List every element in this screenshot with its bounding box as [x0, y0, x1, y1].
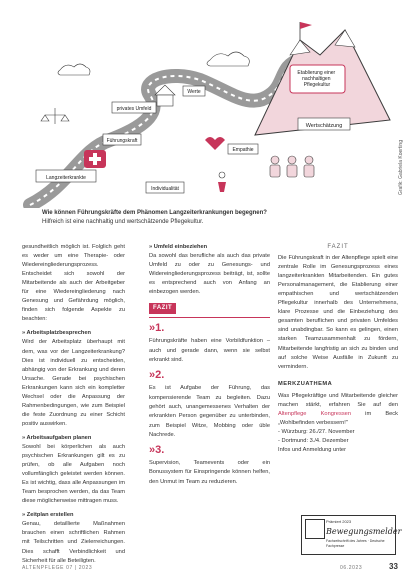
merk-text-pre: Was Pflegekräftige und Mitarbeitende gleicher machen stärkt, erfahren Sie auf den — [278, 392, 398, 408]
kongress-link[interactable]: Altenpflege Kongressen — [278, 410, 351, 417]
label-wertschaetzung: Wertschätzung — [305, 123, 343, 129]
figure-caption — [42, 209, 362, 227]
date-dortmund: - Dortmund: 3./4. Dezember — [278, 437, 349, 444]
fazit-item-1: Führungskräfte haben eine Vorbildfunktion – auch und gerade dann, wenn sie selbst erkrankt sind. — [149, 338, 270, 363]
label-empathie: Empathie — [232, 147, 254, 153]
fazit-tag: FAZIT — [149, 303, 176, 314]
label-fuehrungskraft: Führungskraft — [106, 138, 138, 144]
fazit-number-3: »3. — [149, 444, 165, 457]
col1-paragraph-1: Wird der Arbeitsplatz überhaupt mit dem, was vor der Langzeiterkrankung? Dies ist individuell zu entscheiden, abhängig von der Erkrankung und deren Ursache. Gerade bei psychischen Erkrankungen kann sich ein kompletter Wechsel oder die Anpassung der Rahmenbedingungen, wie zum Beispiel die feste Zuordnung zu einer Schicht positiv auswirken. — [22, 339, 125, 427]
label-pflegekultur-line2: nachhaltigen — [302, 76, 331, 82]
label-individualitaet: Individualität — [151, 186, 179, 192]
label-langzeiterkrankte: Langzeiterkrankte — [46, 175, 86, 181]
col1-heading-3: » Zeitplan erstellen — [22, 512, 74, 519]
label-pflegekultur-line3: Pflegekultur — [303, 82, 331, 88]
col2-heading-1: » Umfeld einbeziehen — [149, 244, 208, 250]
col1-paragraph-3: Genau, detaillierte Maßnahmen brauchen einen schriftlichen Rahmen mit Teilschritten und Zielerreichungen. Dies schafft Verbindlichkeit und Sicherheit für alle Beteiligten. — [22, 521, 125, 564]
award-small-text: Prämiert 2023 — [326, 519, 352, 524]
label-werte: Werte — [187, 89, 201, 95]
date-wuerzburg: - Würzburg: 26./27. November — [278, 428, 355, 435]
more-info-text: Infos und Anmeldung unter — [278, 446, 346, 453]
fazit-rule-top — [149, 317, 270, 318]
label-privates-umfeld: privates Umfeld — [116, 106, 152, 112]
illustration-credit: Grafik: Gabriela Koerting — [398, 140, 404, 196]
award-subtitle: Fachzeitschrift des Jahres · Deutsche Fachpresse — [326, 539, 385, 548]
col2-paragraph-1: Da sowohl das berufliche als auch das private Umfeld zu oder zu Genesungs- und Widereingliederungsprozess beiträgt, ist, sollte es entsprechend auch von Anfang an einbezogen werden. — [149, 253, 270, 296]
col3-paragraph-1: Die Führungskraft in der Altenpflege spielt eine zentrale Rolle im Genesungsprozess eines langzeiterkrankten Mitarbeitenden. Ein gutes Personalmanagement, die Etablierung einer empathischen und wertschätzenden Pflegekultur innerhalb des Unternehmens, klare Prozesse und die Einbeziehung des gesamten beruflichen und privaten Umfeldes sind unabdingbar. So kann es gelingen, einen starken Teamzusammenhalt zu fördern, Mitarbeitende langfristig an sich zu binden und auf solche Weise Ausfälle in Zukunft zu vermindern. — [278, 255, 398, 370]
text-column-1 — [22, 243, 125, 566]
footer-publication: ALTENPFLEGE 07 | 2023 — [22, 565, 93, 571]
award-title: Bewegungsmelder — [326, 527, 402, 536]
award-logo-icon — [305, 519, 325, 539]
col1-intro: gesundheitlich möglich ist. Folglich geht es weder um eine Therapie- oder Wiedereingliederungsprozess. Entscheidet sich sowohl der Mitarbeitende als auch der Arbeitgeber für eine Wiedereingliederung nach Genesung und Gefährdung möglich, finden sich folgende Aspekte zu beachten: — [22, 244, 125, 323]
fazit-item-2: Es ist Aufgabe der Führung, das kompensierende Team zu begleiten. Dazu gehört auch, unangemessenes Verhalten der erkrankten Person gegenüber zu unterbinden, zum Beispiel Witze, Mobbing oder üble Nachrede. — [149, 385, 270, 438]
merk-text-post: im Beck „Wohlbefinden verbessern!" — [278, 410, 398, 426]
header-illustration — [0, 0, 413, 208]
label-pflegekultur-line1: Etablierung einer — [297, 70, 336, 76]
caption-line-2: Hilfreich ist eine nachhaltig und wertschätzende Pflegekultur. — [42, 219, 204, 225]
fazit-item-3: Supervision, Teamevents oder ein Bonussystem für Einspringende können helfen, den Unmut im Team zu reduzieren. — [149, 460, 270, 485]
col1-heading-1: » Arbeitsplatzbesprechen — [22, 330, 92, 337]
merkzuathema-heading: MERKZUATHEMA — [278, 380, 333, 387]
award-badge — [301, 515, 402, 555]
fazit-number-2: »2. — [149, 369, 165, 382]
text-column-3 — [278, 243, 398, 455]
footer-issue: 06.2023 — [340, 565, 363, 571]
fazit-number-1: »1. — [149, 322, 165, 335]
col3-merk-text — [278, 392, 398, 428]
col1-heading-2: » Arbeitsaufgaben planen — [22, 434, 92, 441]
fazit-box — [149, 303, 270, 487]
caption-line-1: Wie können Führungskräfte dem Phänomen Langzeiterkrankungen begegnen? — [42, 210, 267, 216]
fazit-heading: FAZIT — [327, 244, 349, 250]
page-number: 33 — [389, 562, 398, 571]
col1-paragraph-2: Sowohl bei körperlichen als auch psychischen Erkrankungen gilt es zu prüfen, ob alle Aufgaben noch vollumfänglich geleistet werden können. Es ist wichtig, dass alle Anpassungen im Team besprochen werden, da das Team diese möglicherweise mittragen muss. — [22, 443, 125, 505]
text-column-2 — [149, 243, 270, 487]
